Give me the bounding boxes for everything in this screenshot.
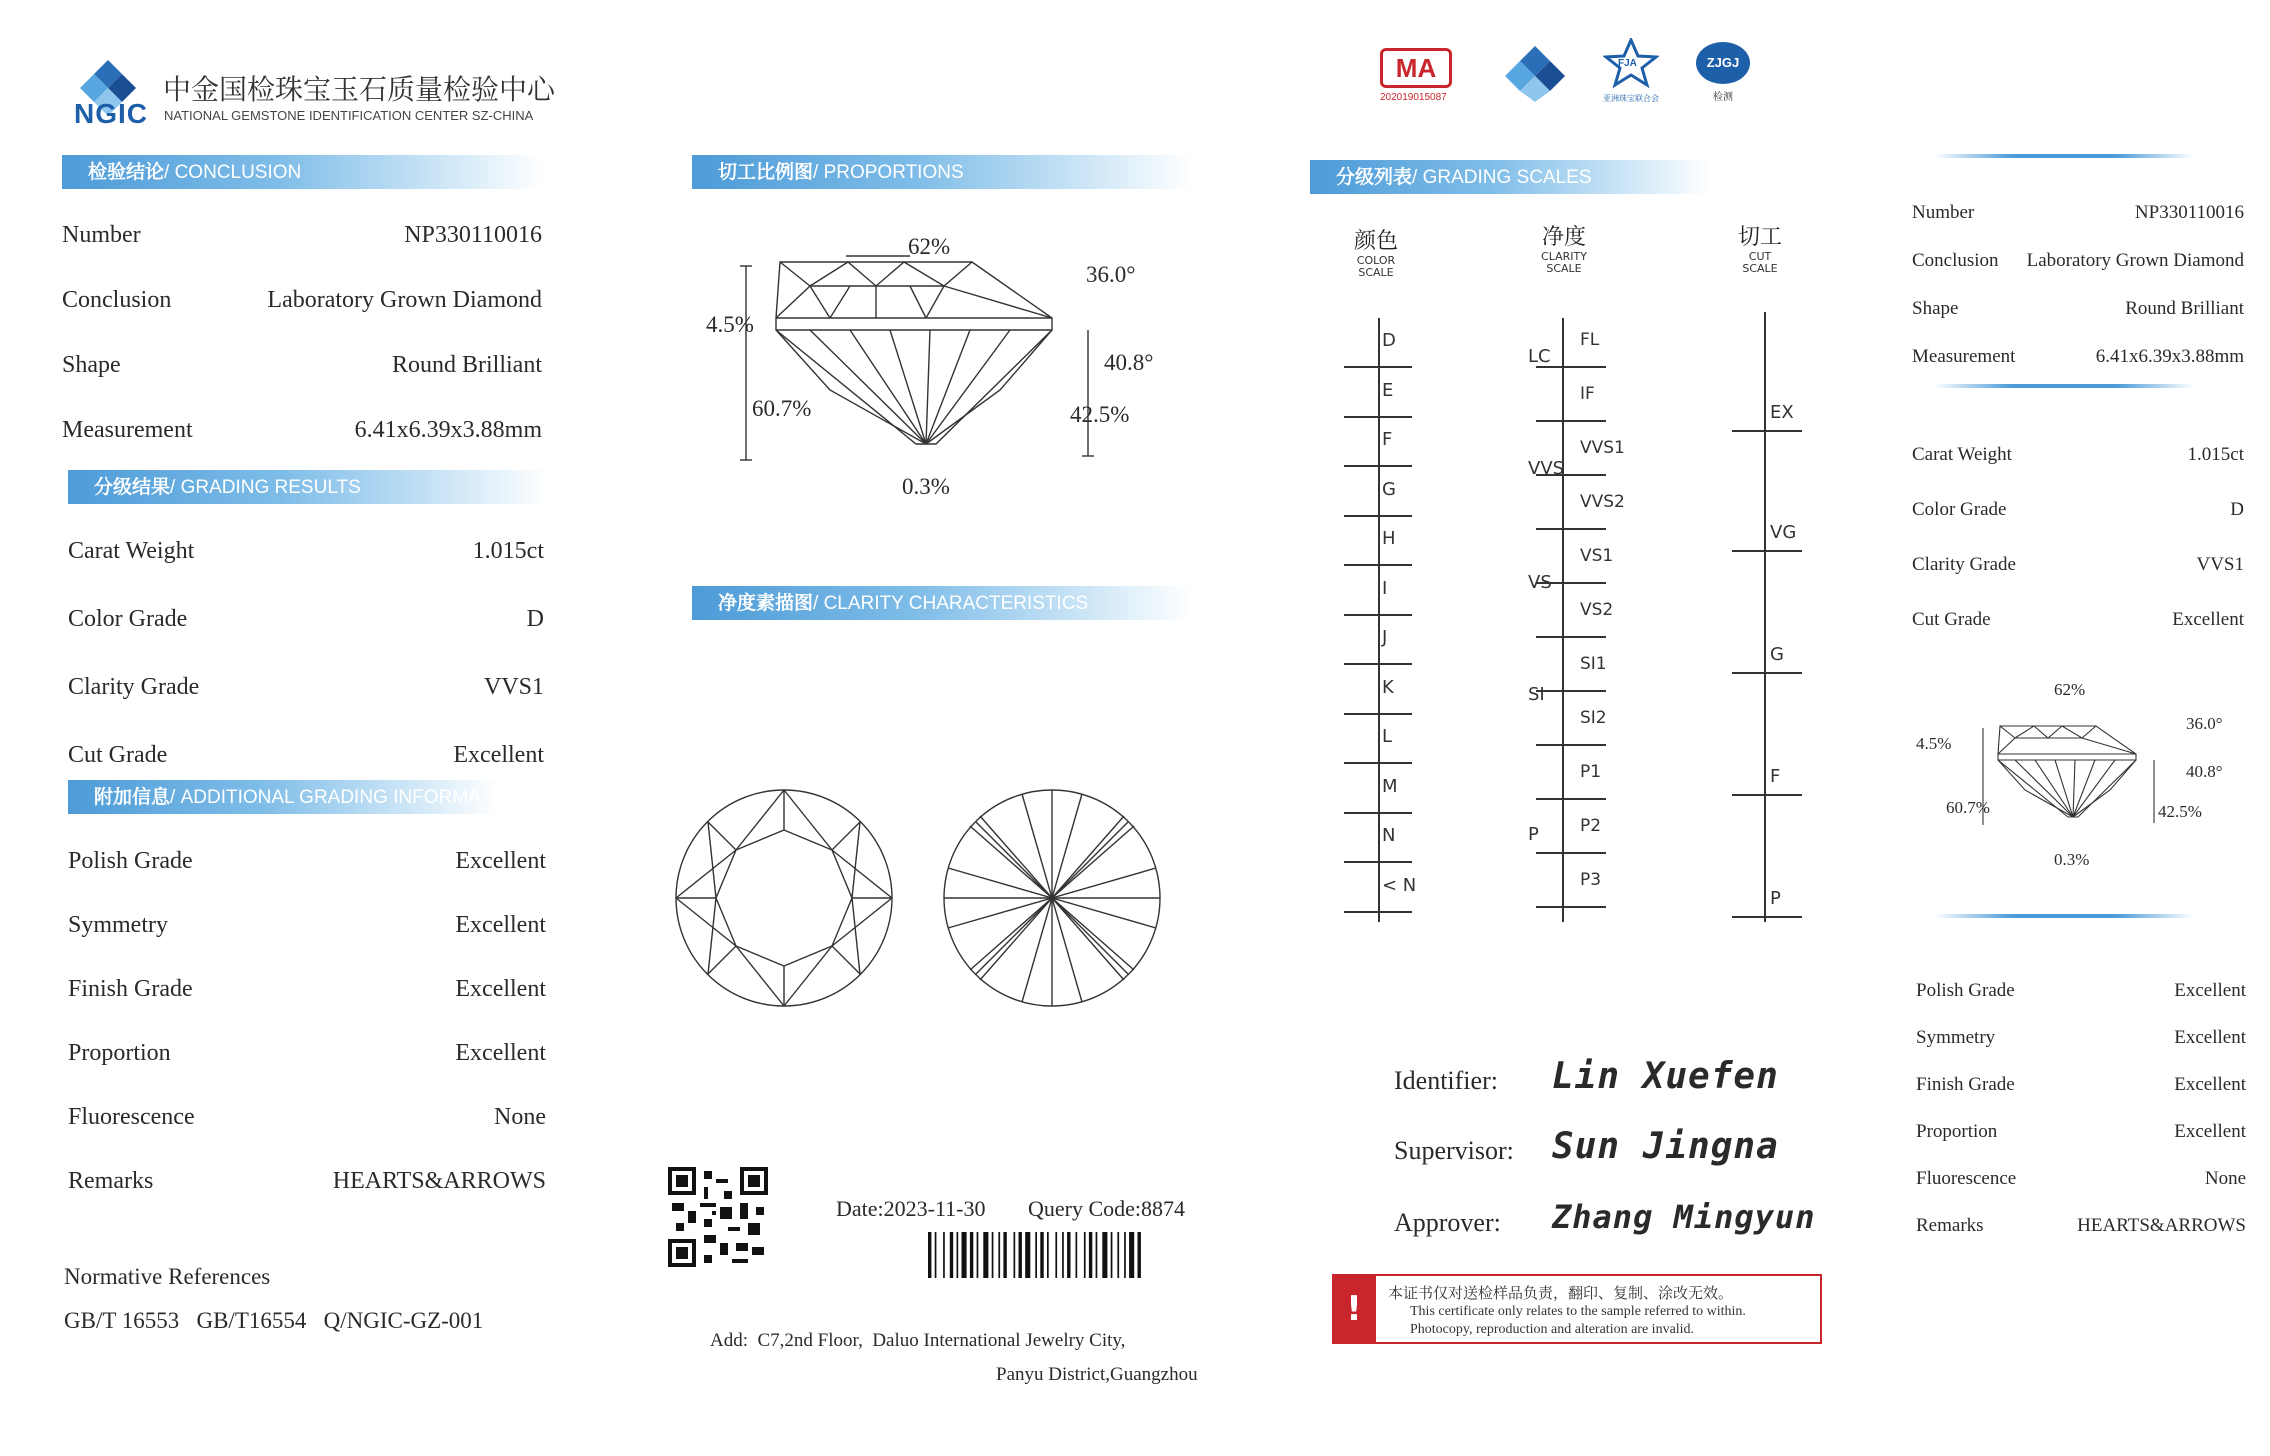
color-grade-label: N <box>1382 825 1396 846</box>
zjgj-logo <box>1688 42 1758 112</box>
barcode-bar <box>1129 1232 1134 1278</box>
additional-label: Fluorescence <box>68 1104 195 1130</box>
summary-main-row <box>1912 250 2244 280</box>
cut-grade-tick <box>1732 794 1802 796</box>
grading-header <box>68 470 548 504</box>
grading-label: Carat Weight <box>68 538 195 564</box>
clarity-header <box>692 586 1192 620</box>
cut-grade-tick <box>1732 916 1802 918</box>
barcode-bar <box>1067 1232 1070 1278</box>
conclusion-row <box>62 222 542 252</box>
color-grade-tick <box>1344 812 1412 814</box>
color-grade-tick <box>1344 515 1412 517</box>
color-grade-tick <box>1344 861 1412 863</box>
summary-additional-value: Excellent <box>2174 1121 2246 1142</box>
cut-grade-label: G <box>1770 644 1784 665</box>
summary-pavilion-angle: 40.8° <box>2186 762 2223 781</box>
blue-diamond-logo <box>1500 44 1570 104</box>
color-grade-tick <box>1344 713 1412 715</box>
cut-grade-tick <box>1732 550 1802 552</box>
cut-grade-label: P <box>1770 888 1781 909</box>
summary-grading-row <box>1912 444 2244 474</box>
color-scale-title <box>1340 224 1412 279</box>
additional-row <box>68 848 546 878</box>
barcode-bar <box>928 1232 931 1278</box>
grading-label: Clarity Grade <box>68 674 200 700</box>
clarity-grade-label: VVS2 <box>1580 492 1625 512</box>
clarity-grade-tick <box>1536 528 1606 530</box>
grading-header-en: / GRADING RESULTS <box>170 477 361 498</box>
grading-value: Excellent <box>453 742 544 768</box>
clarity-grade-tick <box>1536 852 1606 854</box>
additional-value: Excellent <box>455 848 546 874</box>
summary-main-label: Conclusion <box>1912 250 1999 271</box>
barcode-bar <box>1062 1232 1064 1278</box>
summary-table-pct: 62% <box>2054 680 2086 699</box>
cut-scale-cn: 切工 <box>1737 225 1782 250</box>
summary-additional-label: Fluorescence <box>1916 1168 2017 1189</box>
additional-value: Excellent <box>455 1040 546 1066</box>
barcode <box>928 1232 1200 1278</box>
clarity-grade-label: VS2 <box>1580 600 1614 620</box>
clarity-grade-label: P2 <box>1580 816 1602 836</box>
summary-grading-label: Carat Weight <box>1912 444 2012 465</box>
identifier-signature: Lin Xuefen <box>1552 1056 1779 1097</box>
clarity-pavilion-view <box>940 786 1164 1010</box>
conclusion-header-en: / CONCLUSION <box>164 162 302 183</box>
fja-logo <box>1596 38 1666 108</box>
additional-label: Symmetry <box>68 912 168 938</box>
color-grade-tick <box>1344 465 1412 467</box>
grading-row <box>68 606 544 636</box>
additional-header-cn: 附加信息 <box>94 786 171 808</box>
barcode-bar <box>1117 1232 1119 1278</box>
barcode-bar <box>983 1232 988 1278</box>
summary-additional-value: None <box>2204 1168 2246 1189</box>
clarity-scale-en1: CLARITY <box>1541 250 1587 263</box>
clarity-grade-label: FL <box>1580 330 1600 350</box>
address-line-1: Add: C7,2nd Floor, Daluo International Jewelry City, <box>710 1330 1126 1351</box>
conclusion-label: Number <box>62 222 141 248</box>
color-grade-label: F <box>1382 429 1393 450</box>
summary-additional-row <box>1916 1215 2246 1245</box>
approver-signature: Zhang Mingyun <box>1552 1198 1816 1236</box>
summary-additional-row <box>1916 1027 2246 1057</box>
barcode-bar <box>1035 1232 1037 1278</box>
additional-header <box>68 780 498 814</box>
clarity-scale-axis <box>1562 318 1564 922</box>
conclusion-value: NP330110016 <box>404 222 542 248</box>
zjgj-mark: ZJGJ <box>1696 42 1750 84</box>
grading-label: Cut Grade <box>68 742 168 768</box>
grading-header-cn: 分级结果 <box>94 476 171 498</box>
summary-divider-2 <box>1934 384 2194 388</box>
clarity-grade-tick <box>1536 690 1606 692</box>
query-code: Query Code:8874 <box>1028 1196 1186 1221</box>
grading-label: Color Grade <box>68 606 188 632</box>
barcode-bar <box>1055 1232 1057 1278</box>
total-depth: 60.7% <box>752 396 812 421</box>
barcode-bar <box>935 1232 937 1278</box>
summary-additional-label: Polish Grade <box>1916 980 2015 1001</box>
clarity-grade-label: IF <box>1580 384 1595 404</box>
barcode-bar <box>1111 1232 1113 1278</box>
summary-main-value: 6.41x6.39x3.88mm <box>2095 346 2244 367</box>
conclusion-value: Round Brilliant <box>392 352 542 378</box>
color-grade-tick <box>1344 663 1412 665</box>
summary-grading-value: VVS1 <box>2196 554 2244 575</box>
summary-additional-value: HEARTS&ARROWS <box>2077 1215 2246 1236</box>
barcode-bar <box>1040 1232 1043 1278</box>
summary-main-row <box>1912 346 2244 376</box>
barcode-bar <box>1014 1232 1016 1278</box>
additional-label: Finish Grade <box>68 976 193 1002</box>
additional-label: Polish Grade <box>68 848 193 874</box>
summary-grading-label: Clarity Grade <box>1912 554 2016 575</box>
crown-height: 4.5% <box>706 312 754 337</box>
summary-additional-row <box>1916 1074 2246 1104</box>
barcode-bar <box>1124 1232 1126 1278</box>
color-scale-en2: SCALE <box>1358 266 1394 279</box>
additional-row <box>68 976 546 1006</box>
fja-text: FJA <box>1618 58 1637 69</box>
clarity-grade-label: SI1 <box>1580 654 1607 674</box>
color-scale-cn: 颜色 <box>1353 229 1398 254</box>
summary-crown-height: 4.5% <box>1916 734 1952 753</box>
culet: 0.3% <box>902 474 950 499</box>
conclusion-header-cn: 检验结论 <box>88 161 165 183</box>
scales-header-en: / GRADING SCALES <box>1412 167 1592 188</box>
clarity-scale-title <box>1528 220 1600 275</box>
cut-grade-label: VG <box>1770 522 1797 543</box>
clarity-group-label: VS <box>1528 572 1552 593</box>
clarity-crown-view <box>672 786 896 1010</box>
summary-additional-label: Symmetry <box>1916 1027 1996 1048</box>
qr-code <box>668 1164 768 1270</box>
summary-grading-label: Cut Grade <box>1912 609 1991 630</box>
address-line-2: Panyu District,Guangzhou <box>996 1364 1198 1385</box>
summary-main-row <box>1912 202 2244 232</box>
conclusion-label: Measurement <box>62 417 193 443</box>
summary-main-value: Round Brilliant <box>2125 298 2244 319</box>
color-grade-label: G <box>1382 478 1396 500</box>
normative-refs: GB/T 16553 GB/T16554 Q/NGIC-GZ-001 <box>64 1308 484 1333</box>
color-grade-tick <box>1344 416 1412 418</box>
summary-pavilion-depth: 42.5% <box>2158 802 2202 821</box>
summary-grading-row <box>1912 554 2244 584</box>
summary-additional-label: Remarks <box>1916 1215 1984 1236</box>
notice-en-1: This certificate only relates to the sample referred to within. <box>1410 1304 1746 1319</box>
ma-logo <box>1380 48 1460 108</box>
color-scale-en1: COLOR <box>1356 254 1396 267</box>
summary-main-value: NP330110016 <box>2134 202 2244 223</box>
additional-row <box>68 912 546 942</box>
additional-row <box>68 1168 546 1198</box>
grading-row <box>68 674 544 704</box>
barcode-bar <box>1076 1232 1078 1278</box>
color-grade-label: L <box>1382 726 1393 747</box>
grading-row <box>68 742 544 772</box>
notice-en-2: Photocopy, reproduction and alteration are invalid. <box>1410 1322 1695 1337</box>
summary-total-depth: 60.7% <box>1946 798 1990 817</box>
clarity-grade-label: SI2 <box>1580 708 1607 728</box>
summary-additional-label: Finish Grade <box>1916 1074 2015 1095</box>
grading-value: D <box>526 606 544 632</box>
approver-label: Approver: <box>1394 1208 1501 1237</box>
summary-grading-row <box>1912 499 2244 529</box>
cut-scale-axis <box>1764 312 1766 922</box>
grading-value: VVS1 <box>483 674 544 700</box>
additional-row <box>68 1104 546 1134</box>
color-grade-label: E <box>1382 379 1394 401</box>
additional-label: Remarks <box>68 1168 154 1194</box>
additional-value: HEARTS&ARROWS <box>332 1168 546 1194</box>
crown-angle: 36.0° <box>1086 262 1136 287</box>
clarity-grade-tick <box>1536 798 1606 800</box>
proportions-header-cn: 切工比例图 <box>718 161 814 183</box>
color-grade-label: H <box>1382 528 1396 549</box>
summary-additional-row <box>1916 1121 2246 1151</box>
summary-proportion-diagram <box>1960 690 2190 860</box>
ma-mark: MA <box>1380 48 1452 88</box>
additional-value: Excellent <box>455 976 546 1002</box>
cut-grade-tick <box>1732 672 1802 674</box>
clarity-grade-label: VVS1 <box>1580 438 1625 458</box>
clarity-group-label: SI <box>1528 684 1545 705</box>
grading-value: 1.015ct <box>472 538 544 564</box>
warning-icon: ! <box>1332 1274 1376 1344</box>
barcode-bar <box>992 1232 994 1278</box>
barcode-bar <box>943 1232 945 1278</box>
conclusion-header <box>62 155 542 189</box>
table-pct: 62% <box>908 234 951 259</box>
additional-header-en: / ADDITIONAL GRADING INFORMA <box>170 787 481 808</box>
barcode-bar <box>1047 1232 1049 1278</box>
summary-crown-angle: 36.0° <box>2186 714 2223 733</box>
summary-main-value: Laboratory Grown Diamond <box>2026 250 2244 271</box>
clarity-grade-label: P1 <box>1580 762 1602 782</box>
summary-additional-row <box>1916 1168 2246 1198</box>
color-grade-label: K <box>1382 676 1394 698</box>
summary-divider-1 <box>1934 154 2194 158</box>
conclusion-row <box>62 287 542 317</box>
summary-grading-value: 1.015ct <box>2187 444 2244 465</box>
clarity-group-label: LC <box>1528 346 1551 367</box>
barcode-bar <box>1003 1232 1006 1278</box>
color-grade-tick <box>1344 614 1412 616</box>
additional-value: None <box>494 1104 546 1130</box>
conclusion-value: 6.41x6.39x3.88mm <box>354 417 542 443</box>
clarity-grade-label: VS1 <box>1580 546 1614 566</box>
additional-label: Proportion <box>68 1040 171 1066</box>
proportions-header <box>692 155 1192 189</box>
clarity-header-en: / CLARITY CHARACTERISTICS <box>813 593 1089 614</box>
barcode-bar <box>1089 1232 1092 1278</box>
notice-cn: 本证书仅对送检样品负责，翻印、复制、涂改无效。 <box>1388 1284 1734 1302</box>
barcode-bar <box>1025 1232 1030 1278</box>
brand-name: NGIC <box>74 98 148 129</box>
clarity-grade-tick <box>1536 636 1606 638</box>
cut-scale-en2: SCALE <box>1742 262 1778 275</box>
color-grade-tick <box>1344 762 1412 764</box>
summary-additional-value: Excellent <box>2174 980 2246 1001</box>
color-grade-label: J <box>1382 627 1388 648</box>
clarity-grade-tick <box>1536 906 1606 908</box>
cut-scale-title <box>1724 220 1796 275</box>
summary-grading-value: Excellent <box>2172 609 2244 630</box>
barcode-bar <box>957 1232 959 1278</box>
summary-additional-value: Excellent <box>2174 1027 2246 1048</box>
clarity-header-cn: 净度素描图 <box>718 592 814 614</box>
additional-row <box>68 1040 546 1070</box>
clarity-group-label: VVS <box>1528 458 1565 479</box>
issue-date: Date:2023-11-30 <box>836 1196 986 1221</box>
barcode-bar <box>950 1232 953 1278</box>
summary-additional-row <box>1916 980 2246 1010</box>
color-grade-label: I <box>1382 577 1388 599</box>
org-name-cn: 中金国检珠宝玉石质量检验中心 <box>163 73 556 106</box>
color-grade-label: M <box>1382 775 1398 797</box>
barcode-bar <box>962 1232 967 1278</box>
summary-main-row <box>1912 298 2244 328</box>
clarity-grade-tick <box>1536 420 1606 422</box>
color-grade-label: D <box>1382 330 1396 351</box>
cut-grade-label: F <box>1770 766 1781 787</box>
summary-additional-label: Proportion <box>1916 1121 1998 1142</box>
identifier-label: Identifier: <box>1394 1066 1498 1095</box>
barcode-bar <box>1102 1232 1107 1278</box>
barcode-bar <box>998 1232 1000 1278</box>
barcode-bar <box>1019 1232 1022 1278</box>
clarity-grade-label: P3 <box>1580 870 1602 890</box>
summary-main-label: Shape <box>1912 298 1959 319</box>
conclusion-label: Shape <box>62 352 121 378</box>
scales-header-cn: 分级列表 <box>1336 166 1413 188</box>
supervisor-signature: Sun Jingna <box>1552 1126 1779 1167</box>
barcode-bar <box>1138 1232 1141 1278</box>
color-grade-tick <box>1344 366 1412 368</box>
clarity-scale-en2: SCALE <box>1546 262 1582 275</box>
cut-grade-label: EX <box>1770 402 1794 423</box>
clarity-grade-tick <box>1536 744 1606 746</box>
summary-main-label: Measurement <box>1912 346 2016 367</box>
scales-header <box>1310 160 1710 194</box>
summary-main-label: Number <box>1912 202 1975 223</box>
supervisor-label: Supervisor: <box>1394 1136 1514 1165</box>
color-grade-tick <box>1344 911 1412 913</box>
grading-row <box>68 538 544 568</box>
additional-value: Excellent <box>455 912 546 938</box>
conclusion-row <box>62 417 542 447</box>
barcode-bar <box>977 1232 979 1278</box>
org-name-en: NATIONAL GEMSTONE IDENTIFICATION CENTER SZ-CHINA <box>164 108 534 123</box>
clarity-scale-cn: 净度 <box>1541 225 1586 250</box>
summary-culet: 0.3% <box>2054 850 2090 869</box>
pavilion-depth: 42.5% <box>1070 402 1130 427</box>
proportions-header-en: / PROPORTIONS <box>813 162 964 183</box>
barcode-bar <box>1084 1232 1086 1278</box>
cut-grade-tick <box>1732 430 1802 432</box>
color-grade-label: < N <box>1382 874 1417 896</box>
conclusion-row <box>62 352 542 382</box>
barcode-bar <box>1096 1232 1098 1278</box>
summary-divider-3 <box>1934 914 2194 918</box>
summary-grading-value: D <box>2230 499 2244 520</box>
barcode-bar <box>970 1232 973 1278</box>
zjgj-caption: 检测 <box>1713 92 1733 103</box>
summary-grading-row <box>1912 609 2244 639</box>
notice-box <box>1332 1274 1822 1344</box>
ma-number: 202019015087 <box>1380 92 1447 103</box>
cut-scale-en1: CUT <box>1748 250 1772 263</box>
summary-additional-value: Excellent <box>2174 1074 2246 1095</box>
fja-caption: 亚洲珠宝联合会 <box>1603 94 1659 103</box>
summary-grading-label: Color Grade <box>1912 499 2007 520</box>
conclusion-value: Laboratory Grown Diamond <box>267 287 542 313</box>
pavilion-angle: 40.8° <box>1104 350 1154 375</box>
color-scale-axis <box>1378 318 1380 922</box>
clarity-group-label: P <box>1528 824 1539 845</box>
conclusion-label: Conclusion <box>62 287 172 313</box>
color-grade-tick <box>1344 564 1412 566</box>
normative-title: Normative References <box>64 1264 271 1289</box>
